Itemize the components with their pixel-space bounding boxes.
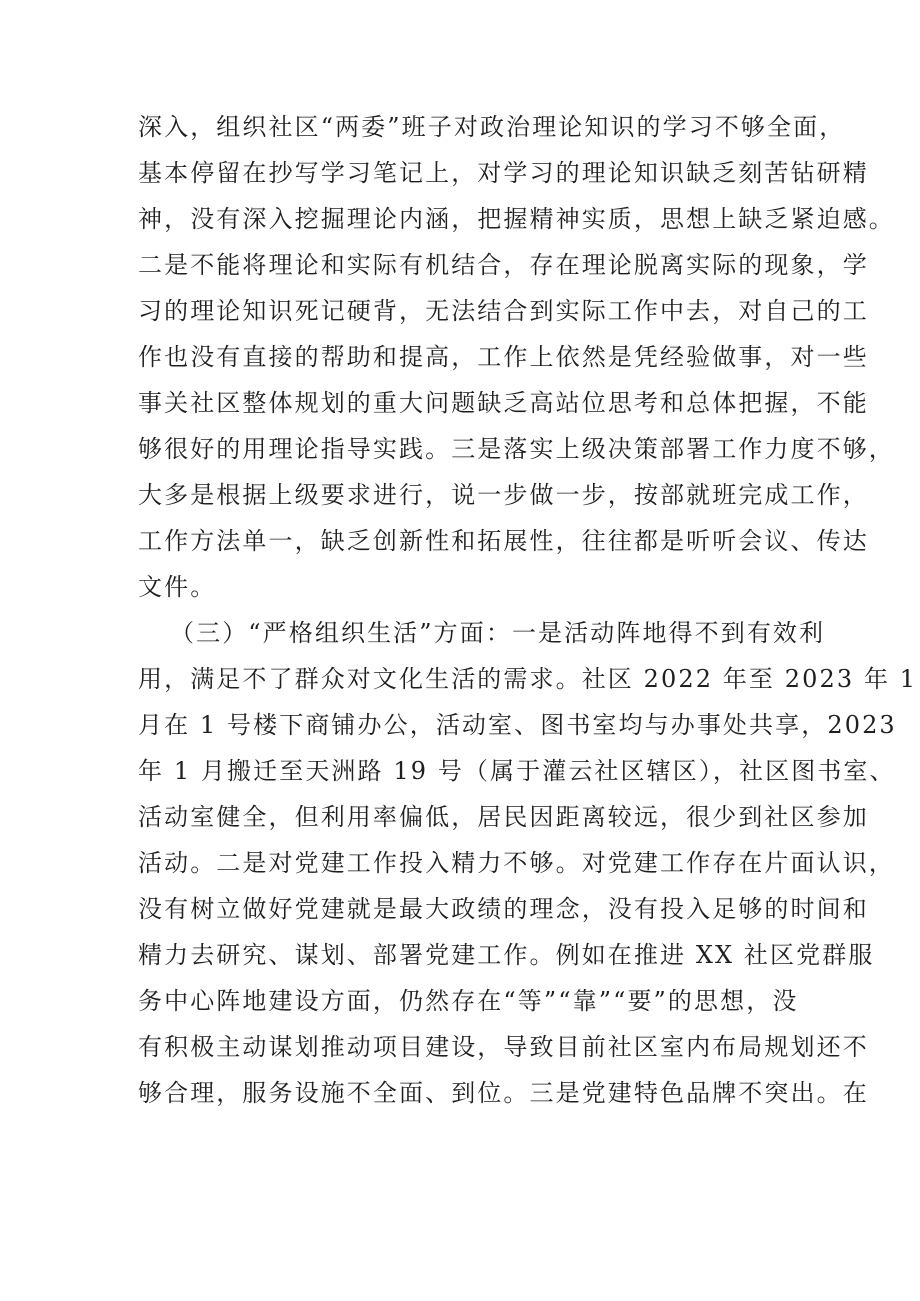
text-line-22: 够合理，服务设施不全面、到位。三是党建特色品牌不突出。在 — [138, 1079, 869, 1107]
text-line-20: 务中心阵地建设方面，仍然存在“等”“靠”“要”的思想，没 — [138, 987, 799, 1015]
text-line-17: 活动。二是对党建工作投入精力不够。对党建工作存在片面认识， — [138, 849, 895, 877]
text-line-1: 深入，组织社区“两委”班子对政治理论知识的学习不够全面， — [138, 113, 846, 141]
text-line-6: 作也没有直接的帮助和提高，工作上依然是凭经验做事，对一些 — [138, 343, 869, 371]
text-line-21: 有积极主动谋划推动项目建设，导致目前社区室内布局规划还不 — [138, 1033, 869, 1061]
text-line-4: 二是不能将理论和实际有机结合，存在理论脱离实际的现象，学 — [138, 251, 869, 279]
text-line-2: 基本停留在抄写学习笔记上，对学习的理论知识缺乏刻苦钻研精 — [138, 159, 869, 187]
text-line-16: 活动室健全，但利用率偏低，居民因距离较远，很少到社区参加 — [138, 803, 869, 831]
paragraph-heading-line: （三）“严格组织生活”方面：一是活动阵地得不到有效利 — [170, 619, 826, 647]
text-line-11: 文件。 — [138, 573, 217, 601]
text-line-10: 工作方法单一，缺乏创新性和拓展性，往往都是听听会议、传达 — [138, 527, 869, 555]
text-line-15: 年 1 月搬迁至天洲路 19 号（属于灌云社区辖区），社区图书室、 — [138, 757, 896, 785]
text-line-19: 精力去研究、谋划、部署党建工作。例如在推进 XX 社区党群服 — [138, 941, 875, 969]
text-line-9: 大多是根据上级要求进行，说一步做一步，按部就班完成工作， — [138, 481, 869, 509]
text-line-13: 用，满足不了群众对文化生活的需求。社区 2022 年至 2023 年 1 — [138, 665, 918, 693]
text-line-5: 习的理论知识死记硬背，无法结合到实际工作中去，对自己的工 — [138, 297, 869, 325]
text-line-18: 没有树立做好党建就是最大政绩的理念，没有投入足够的时间和 — [138, 895, 869, 923]
text-line-8: 够很好的用理论指导实践。三是落实上级决策部署工作力度不够， — [138, 435, 895, 463]
text-line-3: 神，没有深入挖掘理论内涵，把握精神实质，思想上缺乏紧迫感。 — [138, 205, 895, 233]
text-line-14: 月在 1 号楼下商铺办公，活动室、图书室均与办事处共享，2023 — [138, 711, 897, 739]
text-line-7: 事关社区整体规划的重大问题缺乏高站位思考和总体把握，不能 — [138, 389, 869, 417]
